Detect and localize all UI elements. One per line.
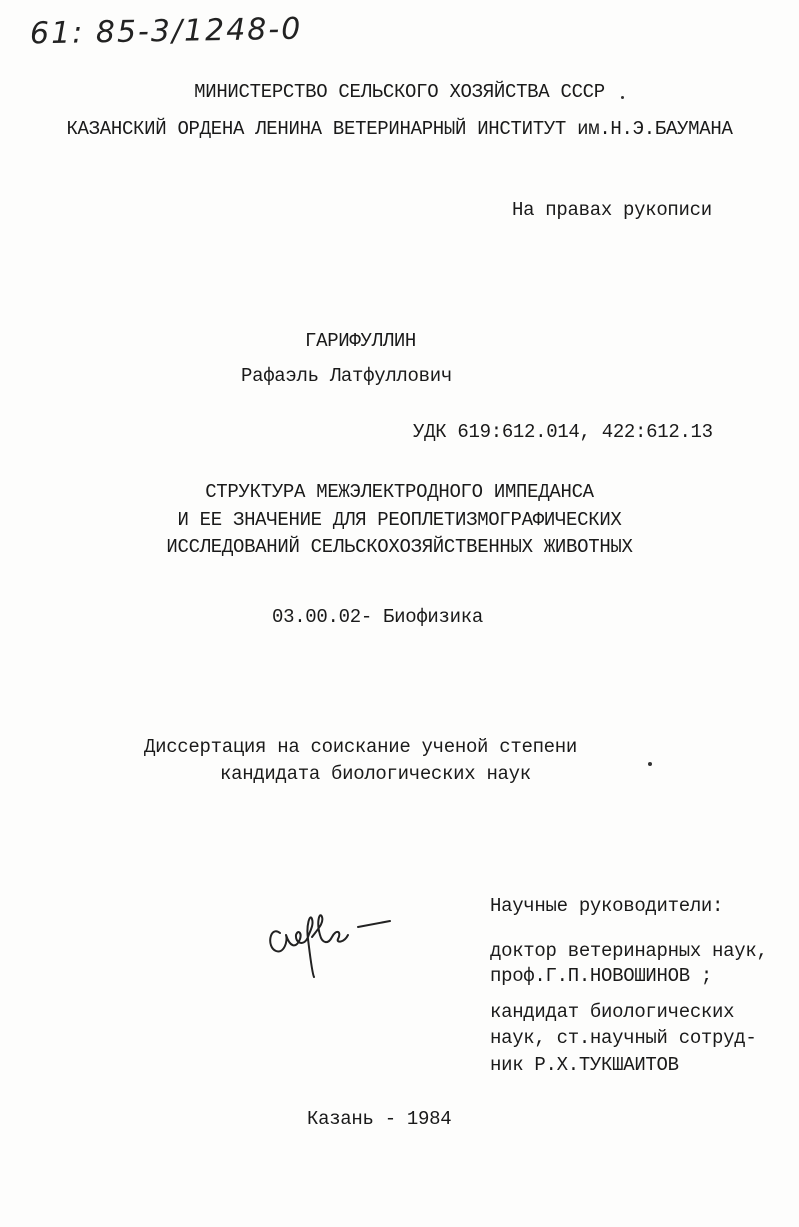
archive-code-handwritten: 61: 85-3/1248-0 xyxy=(29,11,303,52)
title-line-1: СТРУКТУРА МЕЖЭЛЕКТРОДНОГО ИМПЕДАНСА xyxy=(205,481,594,503)
degree-line-1: Диссертация на соискание ученой степени xyxy=(144,736,577,758)
author-given-names: Рафаэль Латфуллович xyxy=(241,365,452,387)
title-line-2: И ЕЕ ЗНАЧЕНИЕ ДЛЯ РЕОПЛЕТИЗМОГРАФИЧЕСКИХ xyxy=(177,509,622,531)
degree-line-2: кандидата биологических наук xyxy=(220,763,531,785)
supervisor-1-line-1: доктор ветеринарных наук, xyxy=(490,940,768,962)
udc-code: УДК 619:612.014, 422:612.13 xyxy=(413,421,713,443)
supervisor-1-line-2: проф.Г.П.НОВОШИНОВ ; xyxy=(490,965,713,987)
supervisor-2-line-2: наук, ст.научный сотруд- xyxy=(490,1027,757,1049)
author-surname: ГАРИФУЛЛИН xyxy=(305,330,417,352)
place-and-year: Казань - 1984 xyxy=(307,1108,452,1130)
supervisors-heading: Научные руководители: xyxy=(490,895,724,917)
paper-speck xyxy=(648,762,652,766)
author-signature xyxy=(262,895,412,985)
rights-note: На правах рукописи xyxy=(512,199,712,221)
supervisor-2-line-1: кандидат биологических xyxy=(490,1001,735,1023)
specialty-code: 03.00.02- Биофизика xyxy=(272,606,483,628)
paper-speck xyxy=(621,96,624,99)
institute-heading: КАЗАНСКИЙ ОРДЕНА ЛЕНИНА ВЕТЕРИНАРНЫЙ ИНСТИТУТ им.Н.Э.БАУМАНА xyxy=(66,118,733,140)
title-line-3: ИССЛЕДОВАНИЙ СЕЛЬСКОХОЗЯЙСТВЕННЫХ ЖИВОТНЫХ xyxy=(166,536,633,558)
supervisor-2-line-3: ник Р.Х.ТУКШАИТОВ xyxy=(490,1054,679,1076)
ministry-heading: МИНИСТЕРСТВО СЕЛЬСКОГО ХОЗЯЙСТВА СССР xyxy=(194,81,605,103)
